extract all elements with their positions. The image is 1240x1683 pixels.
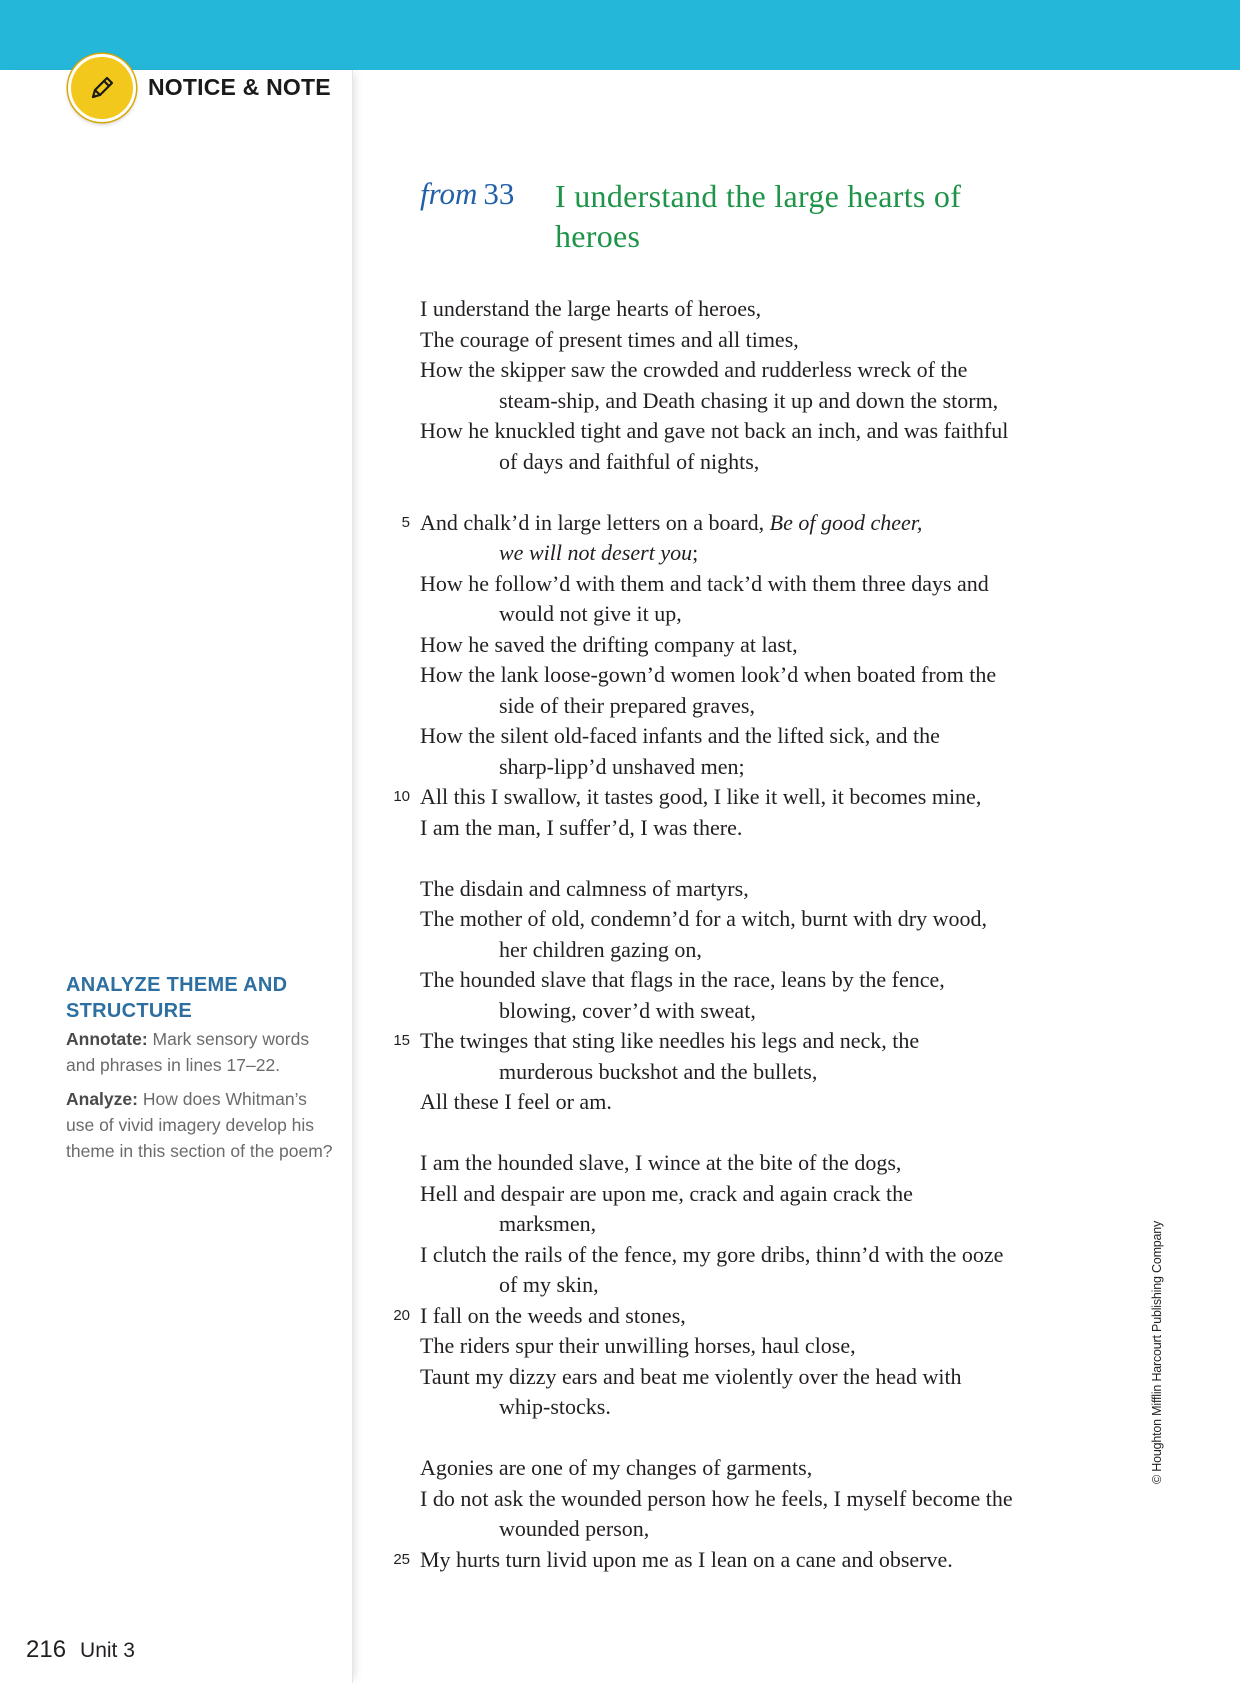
line-text: My hurts turn livid upon me as I lean on a cane and observe. bbox=[420, 1546, 953, 1572]
poem-line bbox=[420, 416, 1080, 447]
stanza bbox=[393, 1453, 1080, 1575]
poem-line bbox=[420, 1362, 1080, 1393]
line-text: I understand the large hearts of heroes, bbox=[420, 296, 762, 321]
poem-line bbox=[393, 1545, 1080, 1576]
poem-line-continuation bbox=[420, 599, 1080, 630]
poem-body bbox=[393, 294, 1080, 1606]
annotate-instruction bbox=[66, 1026, 336, 1078]
title-text: I understand the large hearts of heroes bbox=[555, 178, 962, 254]
continuation-text: whip-stocks. bbox=[499, 1394, 611, 1419]
poem-line bbox=[420, 355, 1080, 386]
line-text: The twinges that sting like needles his legs and neck, the bbox=[420, 1028, 920, 1053]
line-text: How the silent old-faced infants and the lifted sick, and the bbox=[420, 723, 940, 748]
continuation-text: marksmen, bbox=[499, 1211, 597, 1236]
poem-line bbox=[420, 569, 1080, 600]
line-number: 15 bbox=[393, 1032, 410, 1049]
poem-line bbox=[420, 874, 1080, 905]
line-text: How he saved the drifting company at last, bbox=[420, 631, 798, 657]
continuation-text: murderous buckshot and the bullets, bbox=[499, 1058, 818, 1084]
poem-line-continuation bbox=[420, 1209, 1080, 1240]
line-text: All these I feel or am. bbox=[420, 1089, 612, 1114]
continuation-text: would not give it up, bbox=[499, 601, 682, 626]
line-text: The courage of present times and all times, bbox=[420, 326, 799, 352]
analyze-question bbox=[66, 1086, 336, 1164]
line-number: 5 bbox=[401, 513, 410, 531]
line-number: 10 bbox=[393, 788, 410, 805]
title-from: from bbox=[420, 176, 478, 211]
poem-line bbox=[393, 782, 1080, 813]
line-text: The riders spur their unwilling horses, haul close, bbox=[420, 1333, 856, 1358]
stanza bbox=[393, 874, 1080, 1118]
poem-line-continuation bbox=[420, 538, 1080, 569]
continuation-text: sharp-lipp’d unshaved men; bbox=[499, 753, 745, 779]
line-text: How he knuckled tight and gave not back an inch, and was faithful bbox=[420, 418, 1009, 443]
line-text: How he follow’d with them and tack’d with them three days and bbox=[420, 570, 989, 596]
line-text: The hounded slave that flags in the race, leans by the fence, bbox=[420, 967, 945, 992]
title-section-number: 33 bbox=[483, 176, 515, 211]
continuation-punctuation: ; bbox=[692, 540, 699, 565]
poem-line-continuation bbox=[420, 447, 1080, 478]
analyze-theme-note bbox=[66, 972, 336, 1164]
poem-line bbox=[420, 325, 1080, 356]
continuation-text: of days and faithful of nights, bbox=[499, 448, 760, 474]
poem-line bbox=[420, 1484, 1080, 1515]
poem-line-continuation bbox=[420, 996, 1080, 1027]
line-text: I am the man, I suffer’d, I was there. bbox=[420, 814, 743, 840]
annotation-sidebar bbox=[0, 70, 353, 1683]
pencil-icon bbox=[68, 54, 136, 122]
notice-and-note-label: NOTICE & NOTE bbox=[148, 74, 331, 100]
poem-line bbox=[420, 813, 1080, 844]
poem-line-continuation bbox=[420, 1057, 1080, 1088]
stanza bbox=[393, 1148, 1080, 1423]
poem-line-continuation bbox=[420, 1392, 1080, 1423]
line-text: I am the hounded slave, I wince at the bite of the dogs, bbox=[420, 1150, 902, 1175]
poem-line bbox=[420, 965, 1080, 996]
line-text: Agonies are one of my changes of garments, bbox=[420, 1455, 813, 1480]
continuation-text: steam-ship, and Death chasing it up and down the storm, bbox=[499, 387, 999, 413]
line-text: Taunt my dizzy ears and beat me violently over the head with bbox=[420, 1363, 962, 1389]
line-italic-text: Be of good cheer, bbox=[769, 509, 923, 535]
poem-line bbox=[420, 904, 1080, 935]
analyze-text: How does Whitman’s use of vivid imagery develop his theme in this section of the poem? bbox=[66, 1089, 333, 1161]
poem-line bbox=[420, 1148, 1080, 1179]
poem-line bbox=[420, 1240, 1080, 1271]
poem-line-continuation bbox=[420, 752, 1080, 783]
annotate-label: Annotate: bbox=[66, 1029, 148, 1049]
poem-title bbox=[420, 176, 962, 254]
poem-line bbox=[420, 1453, 1080, 1484]
page-number: 216 bbox=[26, 1636, 67, 1663]
poem-line-continuation bbox=[420, 691, 1080, 722]
annotate-text: Mark sensory words and phrases in lines 17–22. bbox=[66, 1029, 310, 1075]
stanza bbox=[393, 508, 1080, 844]
poem-line-continuation bbox=[420, 1270, 1080, 1301]
stanza bbox=[420, 294, 1080, 477]
line-text: How the skipper saw the crowded and rudderless wreck of the bbox=[420, 357, 968, 382]
poem-line-continuation bbox=[420, 386, 1080, 417]
line-text: And chalk’d in large letters on a board, bbox=[420, 509, 770, 535]
continuation-text: wounded person, bbox=[499, 1516, 650, 1541]
poem-line bbox=[420, 630, 1080, 661]
poem-line-continuation bbox=[420, 935, 1080, 966]
poem-line bbox=[420, 294, 1080, 325]
line-number: 25 bbox=[393, 1550, 410, 1568]
continuation-text: side of their prepared graves, bbox=[499, 692, 755, 718]
poem-line bbox=[420, 1179, 1080, 1210]
unit-label: Unit 3 bbox=[80, 1639, 135, 1662]
note-heading: ANALYZE THEME AND STRUCTURE bbox=[66, 974, 288, 1022]
continuation-text: her children gazing on, bbox=[499, 936, 702, 962]
poem-line-continuation bbox=[420, 1514, 1080, 1545]
top-banner bbox=[0, 0, 1240, 70]
line-text: I fall on the weeds and stones, bbox=[420, 1302, 686, 1328]
poem-line bbox=[401, 508, 1080, 539]
poem-line bbox=[420, 1331, 1080, 1362]
line-text: The disdain and calmness of martyrs, bbox=[420, 875, 749, 901]
continuation-text: blowing, cover’d with sweat, bbox=[499, 997, 756, 1023]
copyright-notice: © Houghton Mifflin Harcourt Publishing Company bbox=[1150, 1220, 1164, 1484]
page-footer bbox=[26, 1636, 135, 1664]
line-text: I clutch the rails of the fence, my gore dribs, thinn’d with the ooze bbox=[420, 1241, 1004, 1267]
line-text: All this I swallow, it tastes good, I like it well, it becomes mine, bbox=[420, 784, 982, 809]
analyze-label: Analyze: bbox=[66, 1089, 138, 1109]
poem-line bbox=[393, 1026, 1080, 1057]
poem-line bbox=[420, 1087, 1080, 1118]
poem-line bbox=[420, 721, 1080, 752]
continuation-text: of my skin, bbox=[499, 1272, 599, 1297]
poem-line bbox=[393, 1301, 1080, 1332]
line-text: How the lank loose-gown’d women look’d when boated from the bbox=[420, 662, 997, 687]
poem-line bbox=[420, 660, 1080, 691]
continuation-italic-text: we will not desert you bbox=[499, 540, 693, 565]
line-text: The mother of old, condemn’d for a witch, burnt with dry wood, bbox=[420, 906, 987, 931]
line-text: I do not ask the wounded person how he feels, I myself become the bbox=[420, 1485, 1013, 1511]
line-text: Hell and despair are upon me, crack and again crack the bbox=[420, 1180, 913, 1206]
line-number: 20 bbox=[393, 1306, 410, 1324]
